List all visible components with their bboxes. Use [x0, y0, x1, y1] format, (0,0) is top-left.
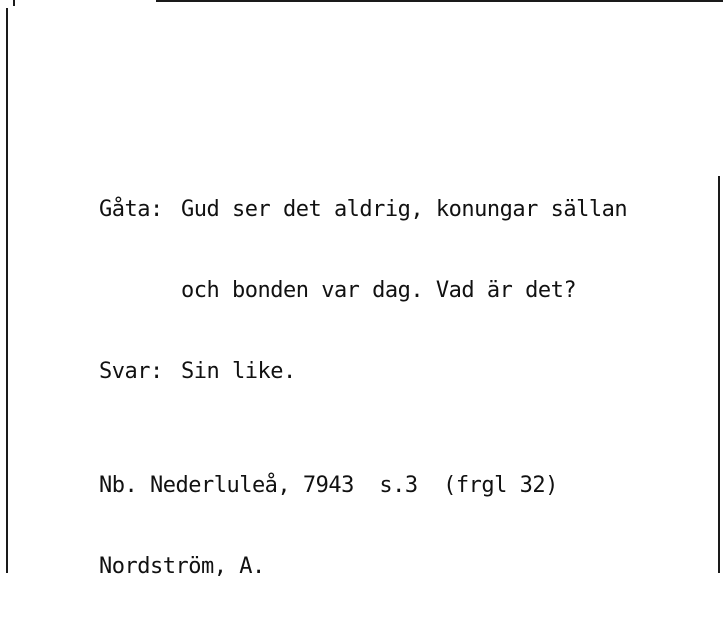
riddle-question-line-1: Gud ser det aldrig, konungar sällan	[181, 197, 628, 222]
riddle-answer-label: Svar:	[99, 359, 163, 384]
source-collector: Nordström, A.	[99, 554, 265, 579]
card-right-edge	[718, 176, 720, 573]
card-top-edge	[156, 0, 723, 2]
riddle-question-label: Gåta:	[99, 197, 163, 222]
riddle-question-row	[99, 196, 627, 223]
source-location: Nb. Nederluleå, 7943 s.3 (frgl 32)	[99, 473, 558, 498]
riddle-answer: Sin like.	[181, 359, 296, 384]
card-left-edge	[6, 8, 8, 573]
scan-speck	[13, 0, 15, 6]
riddle-answer-row	[99, 358, 627, 385]
source-block	[99, 418, 558, 634]
riddle-question-continuation-row	[99, 277, 627, 304]
riddle-question-line-2: och bonden var dag. Vad är det?	[181, 278, 577, 303]
riddle-block	[99, 142, 627, 439]
